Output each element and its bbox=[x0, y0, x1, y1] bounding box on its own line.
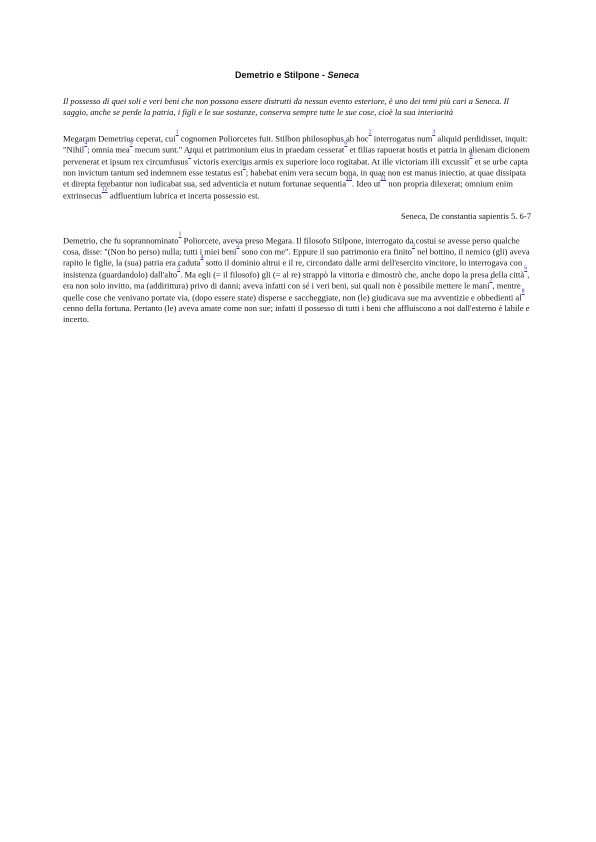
page-title bbox=[63, 70, 531, 81]
footnote-link[interactable]: 12 bbox=[101, 186, 108, 193]
text-segment: adfluentium lubrica et incerta possessio est. bbox=[107, 190, 260, 201]
footnote-link[interactable]: 3 bbox=[411, 242, 415, 249]
citation: Seneca, De constantia sapientis 5. 6-7 bbox=[400, 211, 531, 222]
italian-text bbox=[63, 231, 531, 326]
abstract: Il possesso di quei soli e veri beni che non possono essere distrutti da nessun evento esteriore, è uno dei temi più cari a Seneca. Il saggio, anche se perde la patria, i figli e le sue sostanze, conserva sempre tutte le sue cose, cioè la sua interiorità bbox=[63, 96, 509, 118]
text-segment: interrogatus num bbox=[371, 132, 433, 143]
footnote-link[interactable]: 5 bbox=[177, 265, 181, 272]
footnote-link[interactable]: 3 bbox=[432, 129, 436, 136]
text-segment: ; habebat enim vera secum bona, in quae non est manus iniectio, at quae dissipata et direpta ferebantur non iudicabat sua, sed adventicia et nutum fortunae sequentia bbox=[63, 167, 526, 189]
footnote-link[interactable]: 6 bbox=[344, 141, 348, 148]
text-segment: cenno della fortuna. Pertanto (le) aveva amate come non sue; infatti il possesso di tutti i beni che affluiscono a noi dall'esterno è labile e incerto. bbox=[63, 303, 530, 325]
footnote-link[interactable]: 2 bbox=[368, 129, 372, 136]
footnote-link[interactable]: 1 bbox=[178, 231, 182, 238]
text-segment: sono con me". Eppure il suo patrimonio era finito bbox=[239, 246, 412, 257]
footnote-link[interactable]: 5 bbox=[129, 141, 133, 148]
text-segment: , era non solo invitto, ma (addirittura) privo di danni; aveva infatti con sé i veri beni, sui quali non è possibile mettere le mani bbox=[63, 269, 530, 291]
footnote-link[interactable]: 7 bbox=[489, 277, 493, 284]
text-segment: ; omnia mea bbox=[87, 144, 130, 155]
text-segment: Megaram Demetrius ceperat, cui bbox=[63, 132, 176, 143]
text-segment: cognomen Poliorcetes fuit. Stilbon philosophus ab hoc bbox=[178, 132, 369, 143]
footnote-link[interactable]: 8 bbox=[521, 288, 525, 295]
latin-text bbox=[63, 129, 531, 202]
footnote-link[interactable]: 11 bbox=[380, 175, 387, 182]
footnote-link[interactable]: 2 bbox=[236, 242, 240, 249]
text-segment: mecum sunt." Atqui et patrimonium eius in praedam cesserat bbox=[132, 144, 345, 155]
document-page bbox=[63, 70, 531, 336]
footnote-link[interactable]: 8 bbox=[469, 152, 473, 159]
footnote-link[interactable]: 6 bbox=[524, 265, 528, 272]
text-segment: . Ma egli (= il filosofo) gli (= al re) strappò la vittoria e dimostrò che, anche dopo la presa della città bbox=[180, 269, 525, 280]
text-segment: nel bottino, il nemico (gli) aveva rapito le figlie, la (sua) patria era caduta bbox=[63, 246, 530, 268]
footnote-link[interactable]: 4 bbox=[200, 254, 204, 261]
footnote-link[interactable]: 1 bbox=[175, 129, 179, 136]
title-main: Demetrio e Stilpone - bbox=[234, 70, 328, 80]
footnote-link[interactable]: 4 bbox=[84, 141, 88, 148]
text-segment: aliquid perdidisset, inquit: "Nihil bbox=[63, 132, 528, 155]
text-segment: victoris exercitus armis ex superiore loco rogitabat. At ille victoriam illi excussit bbox=[191, 155, 470, 166]
text-segment: non propria dilexerat; omnium enim extrinsecus bbox=[63, 178, 513, 201]
title-author: Seneca bbox=[327, 70, 360, 80]
text-segment: Demetrio, che fu soprannominato bbox=[63, 234, 179, 245]
text-segment: et se urbe capta non invictum tantum sed indemnem esse testatus est bbox=[63, 155, 528, 178]
text-segment: Poliorcete, aveva preso Megara. Il filosofo Stilpone, interrogato da costui se avesse perso qualche cosa, disse: "(Non ho perso) nulla; tutti i miei beni bbox=[63, 234, 520, 257]
text-segment: . Ideo ut bbox=[352, 178, 381, 189]
text-segment: et filias rapuerat hostis et patria in alienam dicionem pervenerat et ipsum rex circumfusus bbox=[63, 144, 530, 166]
footnote-link[interactable]: 7 bbox=[188, 152, 192, 159]
footnote-ref bbox=[522, 290, 525, 298]
footnote-link[interactable]: 9 bbox=[242, 163, 246, 170]
footnote-link[interactable]: 10 bbox=[346, 175, 353, 182]
text-segment: , mentre quelle cose che venivano portate via, (dopo essere state) disperse e saccheggiate, non (le) giudicava sue ma avventizie e obbedienti al bbox=[63, 280, 522, 303]
text-segment: sotto il dominio altrui e il re, circondato dalle armi dell'esercito vincitore, lo interrogava con insistenza (guardandolo) dall'alto bbox=[63, 257, 523, 280]
